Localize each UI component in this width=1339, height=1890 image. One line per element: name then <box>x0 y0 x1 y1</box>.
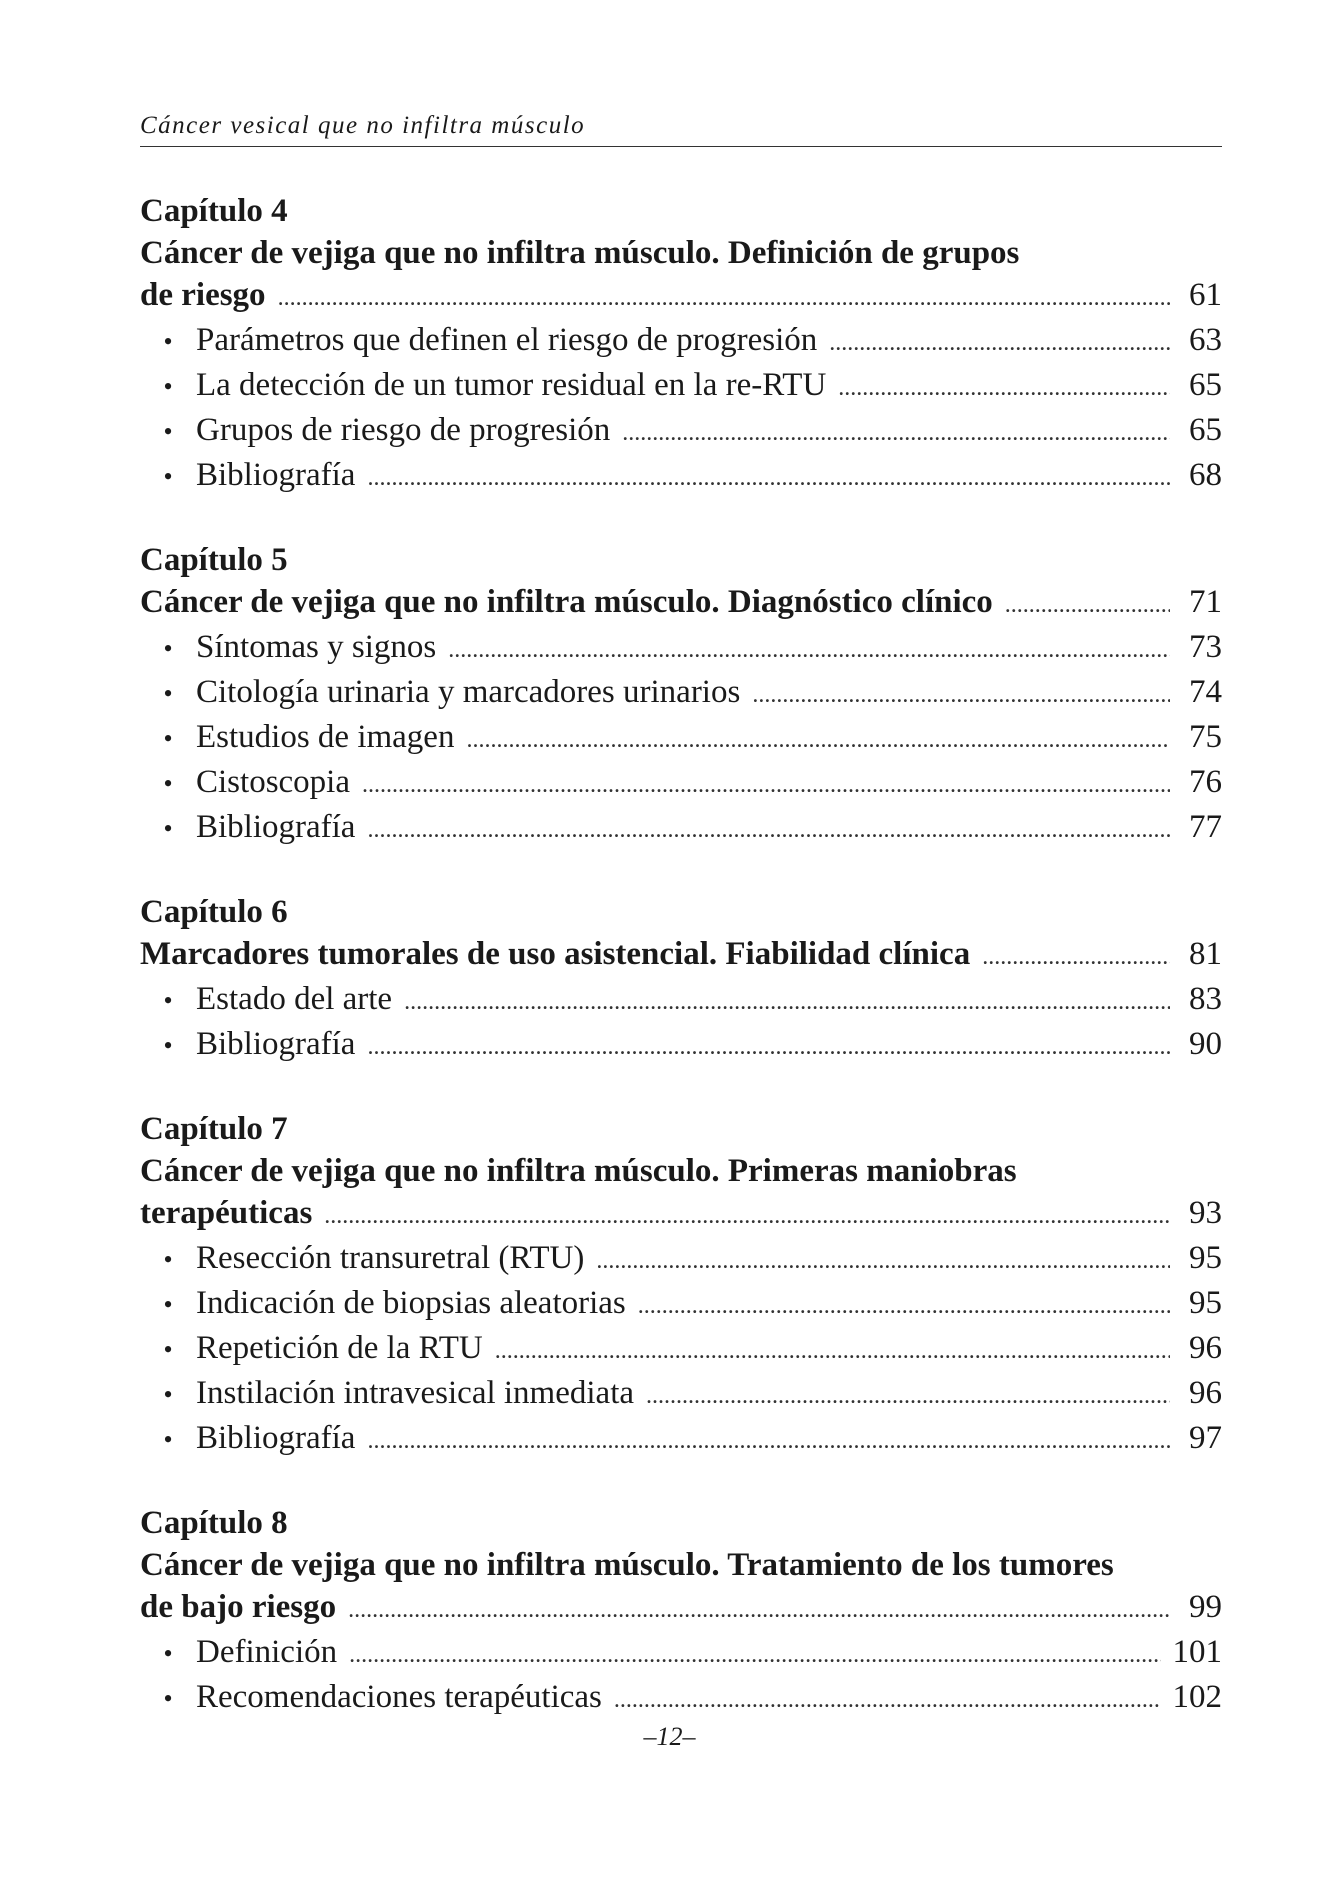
chapter-title-entry[interactable] <box>140 274 1222 319</box>
bullet-icon: • <box>163 1684 173 1713</box>
toc-item[interactable] <box>140 1237 1222 1282</box>
toc-item-label: Bibliografía <box>196 809 356 845</box>
page-ref: 96 <box>1189 1330 1222 1366</box>
page-ref: 93 <box>1189 1195 1222 1231</box>
bullet-icon: • <box>163 1380 173 1409</box>
toc-item-label: Estudios de imagen <box>196 719 455 755</box>
page-ref: 90 <box>1189 1026 1222 1062</box>
chapter-section <box>140 891 1222 1068</box>
page-ref: 74 <box>1189 674 1222 710</box>
dot-leader <box>367 1420 1170 1462</box>
toc-item-label: Estado del arte <box>196 981 393 1017</box>
toc-item-label: Recomendaciones terapéuticas <box>196 1679 602 1715</box>
chapter-title-continued: de bajo riesgo <box>140 1589 337 1625</box>
dot-leader <box>982 936 1170 978</box>
chapter-title: Cáncer de vejiga que no infiltra músculo. Definición de grupos <box>140 235 1020 271</box>
bullet-icon: • <box>163 462 173 491</box>
chapter-title-continued: terapéuticas <box>140 1195 313 1231</box>
toc-item-label: Instilación intravesical inmediata <box>196 1375 635 1411</box>
dot-leader <box>324 1195 1170 1237</box>
chapter-title: Cáncer de vejiga que no infiltra músculo. Diagnóstico clínico <box>140 584 993 620</box>
bullet-icon: • <box>163 986 173 1015</box>
running-title: Cáncer vesical que no infiltra músculo <box>140 112 586 139</box>
dot-leader <box>367 809 1170 851</box>
dot-leader <box>367 457 1170 499</box>
toc-item[interactable] <box>140 716 1222 761</box>
chapter-label: Capítulo 5 <box>140 542 288 578</box>
page-ref: 102 <box>1172 1679 1222 1715</box>
toc-item-label: Bibliografía <box>196 1420 356 1456</box>
page-number: –12– <box>643 1722 696 1751</box>
bullet-icon: • <box>163 769 173 798</box>
page-ref: 68 <box>1189 457 1222 493</box>
toc-item-label: Parámetros que definen el riesgo de progresión <box>196 322 818 358</box>
chapter-title-entry[interactable] <box>140 581 1222 626</box>
page-ref: 99 <box>1189 1589 1222 1625</box>
toc-item-label: Bibliografía <box>196 1026 356 1062</box>
chapter-title-entry[interactable] <box>140 933 1222 978</box>
toc-item[interactable] <box>140 1372 1222 1417</box>
toc-item[interactable] <box>140 1676 1222 1721</box>
dot-leader <box>752 674 1170 716</box>
bullet-icon: • <box>163 1245 173 1274</box>
dot-leader <box>596 1240 1170 1282</box>
page-ref: 65 <box>1189 412 1222 448</box>
page-ref: 95 <box>1189 1285 1222 1321</box>
bullet-icon: • <box>163 679 173 708</box>
dot-leader <box>348 1589 1170 1631</box>
toc-item-label: Grupos de riesgo de progresión <box>196 412 611 448</box>
table-of-contents <box>140 190 1222 1761</box>
dot-leader <box>829 322 1170 364</box>
chapter-title: Marcadores tumorales de uso asistencial. Fiabilidad clínica <box>140 936 971 972</box>
toc-item[interactable] <box>140 806 1222 851</box>
page-ref: 101 <box>1172 1634 1222 1670</box>
page-ref: 96 <box>1189 1375 1222 1411</box>
toc-item-label: Cistoscopia <box>196 764 350 800</box>
toc-item[interactable] <box>140 1631 1222 1676</box>
toc-item[interactable] <box>140 319 1222 364</box>
toc-item[interactable] <box>140 1023 1222 1068</box>
toc-item[interactable] <box>140 454 1222 499</box>
chapter-title: Cáncer de vejiga que no infiltra músculo. Primeras maniobras <box>140 1153 1017 1189</box>
dot-leader <box>367 1026 1170 1068</box>
toc-item[interactable] <box>140 671 1222 716</box>
page-ref: 71 <box>1189 584 1222 620</box>
toc-item[interactable] <box>140 1282 1222 1327</box>
dot-leader <box>349 1634 1160 1676</box>
toc-item[interactable] <box>140 1417 1222 1462</box>
dot-leader <box>614 1679 1161 1721</box>
page-ref: 63 <box>1189 322 1222 358</box>
page-ref: 81 <box>1189 936 1222 972</box>
page-ref: 95 <box>1189 1240 1222 1276</box>
bullet-icon: • <box>163 1639 173 1668</box>
toc-item-label: Citología urinaria y marcadores urinarios <box>196 674 741 710</box>
page-ref: 61 <box>1189 277 1222 313</box>
page-ref: 83 <box>1189 981 1222 1017</box>
bullet-icon: • <box>163 417 173 446</box>
chapter-title-entry[interactable] <box>140 1586 1222 1631</box>
chapter-section <box>140 190 1222 499</box>
page-ref: 65 <box>1189 367 1222 403</box>
dot-leader <box>362 764 1170 806</box>
bullet-icon: • <box>163 634 173 663</box>
running-header <box>140 112 1222 147</box>
toc-item[interactable] <box>140 626 1222 671</box>
page-ref: 75 <box>1189 719 1222 755</box>
toc-item-label: Bibliografía <box>196 457 356 493</box>
dot-leader <box>404 981 1170 1023</box>
toc-item-label: Definición <box>196 1634 338 1670</box>
chapter-label: Capítulo 6 <box>140 894 288 930</box>
bullet-icon: • <box>163 724 173 753</box>
dot-leader <box>466 719 1170 761</box>
dot-leader <box>448 629 1170 671</box>
chapter-section <box>140 539 1222 851</box>
bullet-icon: • <box>163 1335 173 1364</box>
dot-leader <box>838 367 1170 409</box>
chapter-label: Capítulo 4 <box>140 193 288 229</box>
chapter-label: Capítulo 8 <box>140 1505 288 1541</box>
toc-item[interactable] <box>140 409 1222 454</box>
toc-item-label: La detección de un tumor residual en la re-RTU <box>196 367 827 403</box>
dot-leader <box>278 277 1170 319</box>
bullet-icon: • <box>163 327 173 356</box>
toc-item-label: Resección transuretral (RTU) <box>196 1240 585 1276</box>
toc-item[interactable] <box>140 761 1222 806</box>
chapter-section <box>140 1502 1222 1721</box>
toc-item[interactable] <box>140 1327 1222 1372</box>
page-ref: 77 <box>1189 809 1222 845</box>
chapter-title: Cáncer de vejiga que no infiltra músculo. Tratamiento de los tumores <box>140 1547 1114 1583</box>
page-ref: 97 <box>1189 1420 1222 1456</box>
page-ref: 76 <box>1189 764 1222 800</box>
page-ref: 73 <box>1189 629 1222 665</box>
toc-item-label: Síntomas y signos <box>196 629 437 665</box>
toc-item-label: Repetición de la RTU <box>196 1330 483 1366</box>
toc-item-label: Indicación de biopsias aleatorias <box>196 1285 626 1321</box>
bullet-icon: • <box>163 1290 173 1319</box>
chapter-title-continued: de riesgo <box>140 277 266 313</box>
toc-item[interactable] <box>140 364 1222 409</box>
dot-leader <box>1005 584 1170 626</box>
toc-item[interactable] <box>140 978 1222 1023</box>
bullet-icon: • <box>163 1425 173 1454</box>
bullet-icon: • <box>163 814 173 843</box>
dot-leader <box>622 412 1170 454</box>
bullet-icon: • <box>163 1031 173 1060</box>
chapter-label: Capítulo 7 <box>140 1111 288 1147</box>
dot-leader <box>638 1285 1170 1327</box>
dot-leader <box>495 1330 1170 1372</box>
chapter-title-entry[interactable] <box>140 1192 1222 1237</box>
bullet-icon: • <box>163 372 173 401</box>
chapter-section <box>140 1108 1222 1462</box>
dot-leader <box>646 1375 1170 1417</box>
